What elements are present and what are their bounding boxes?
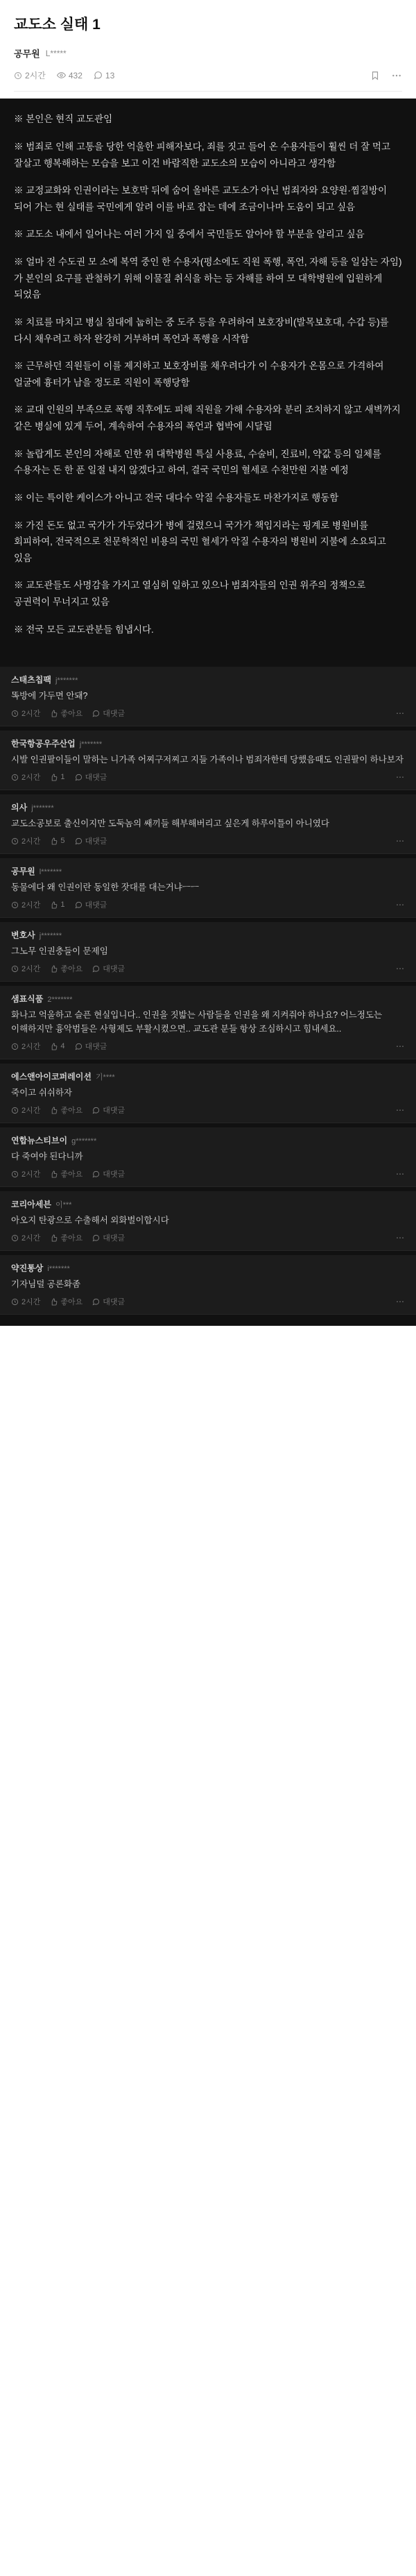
comment-like-button[interactable] <box>50 1232 83 1243</box>
post-paragraph: ※ 교도관들도 사명감을 가지고 열심히 일하고 있으나 범죄자들의 인권 위주의 정책으로 공권력이 무너지고 있음 <box>14 580 366 608</box>
comment-like-count: 5 <box>60 837 65 846</box>
comment-time-label: 2시간 <box>21 1043 41 1052</box>
post-paragraph: ※ 근무하던 직원들이 이를 제지하고 보호장비를 채우려다가 이 수용자가 온몸으로 가격하여 얼굴에 흉터가 남을 정도로 직원이 폭행당함 <box>14 361 384 388</box>
clock-icon <box>11 1298 19 1306</box>
comment-time <box>11 899 40 910</box>
post-paragraph: ※ 전국 모든 교도관분들 힘냅시다. <box>14 624 154 635</box>
comment-meta <box>11 899 405 910</box>
comment-icon <box>75 901 83 909</box>
post-paragraph: ※ 얼마 전 수도권 모 소에 복역 중인 한 수용자(평소에도 직원 폭행, 폭언, 자해 등을 일삼는 자임)가 본인의 요구를 관철하기 위해 이물질 취식을 하는 등 자해를 하여 모 대학병원에 입원하게 되었음 <box>14 257 402 300</box>
comment-icon <box>75 774 83 781</box>
comment-reply-label: 대댓글 <box>103 710 125 719</box>
comment-like-button[interactable] <box>50 1168 83 1179</box>
comment-more-icon[interactable]: ⋯ <box>396 964 405 974</box>
comment-reply-label: 대댓글 <box>103 1107 125 1116</box>
comment-time-label: 2시간 <box>21 710 41 719</box>
comment-head <box>11 865 405 877</box>
comment-more-icon[interactable]: ⋯ <box>396 900 405 910</box>
comment-like-button[interactable] <box>50 773 64 781</box>
thumbs-up-icon <box>50 1170 58 1178</box>
thumbs-up-icon <box>50 774 58 781</box>
comment-meta <box>11 1168 405 1179</box>
comment-time <box>11 1296 40 1307</box>
comment-like-count: 4 <box>60 1042 65 1051</box>
clock-icon <box>11 1234 19 1242</box>
comment-meta <box>11 835 405 846</box>
comment-author-id: j******* <box>55 676 78 685</box>
comment-author: 한국항공우주산업 <box>11 739 76 749</box>
comment-text: 화나고 억울하고 슬픈 현실입니다.. 인권을 짓밟는 사람들을 인권을 왜 지켜줘야 하나요? 어느정도는 이해하지만 흉악범들은 사형제도 부활시켰으면.. 교도관 분들 항상 조심하시고 힘내세요.. <box>11 1010 383 1034</box>
comment-text: 시발 인권팔이들이 말하는 니가족 어찌구저찌고 지들 가족이나 범죄자한테 당했음때도 인권팔이 하나보자 <box>11 755 404 765</box>
post-time <box>14 69 46 81</box>
comment-author-id: j******* <box>31 804 54 813</box>
comment-head <box>11 801 405 813</box>
comment-time-label: 2시간 <box>21 965 41 974</box>
comment-like-label: 좋아요 <box>60 1170 83 1179</box>
comment-author: 연합뉴스티브이 <box>11 1136 68 1146</box>
clock-icon <box>11 1170 19 1178</box>
comment-author-id: 기**** <box>95 1073 115 1082</box>
author-name: 공무원 <box>14 49 40 60</box>
post-comment-count[interactable] <box>94 71 114 80</box>
comment-meta <box>11 1296 405 1307</box>
comment-reply-label: 대댓글 <box>103 1298 125 1307</box>
thumbs-up-icon <box>50 965 58 973</box>
comment-author-id: j******* <box>39 932 62 941</box>
comment-author: 공무원 <box>11 867 35 877</box>
comment-time-label: 2시간 <box>21 901 41 910</box>
comment-time-label: 2시간 <box>21 1107 41 1116</box>
post-paragraph: ※ 교도소 내에서 일어나는 여러 가지 일 중에서 국민들도 알아야 할 부분을 알리고 싶음 <box>14 229 365 240</box>
comment-reply-button[interactable] <box>75 1041 107 1052</box>
comment-author-id: j******* <box>79 740 103 749</box>
list-item[interactable] <box>0 1064 416 1123</box>
comment-author-id: 2******* <box>47 996 73 1005</box>
list-item[interactable] <box>0 667 416 726</box>
thumbs-up-icon <box>50 1107 58 1114</box>
comment-meta <box>11 1041 405 1052</box>
comment-like-button[interactable] <box>50 1042 64 1050</box>
list-item[interactable] <box>0 858 416 918</box>
post-comment-count-label: 13 <box>105 70 115 80</box>
comment-time <box>11 835 40 846</box>
comment-head <box>11 674 405 685</box>
comment-author: 약진통상 <box>11 1263 44 1274</box>
post-paragraph: ※ 놀랍게도 본인의 자해로 인한 위 대학병원 특실 사용료, 수술비, 진료비, 약값 등의 일체를 수용자는 돈 한 푼 일절 내지 않겠다고 하여, 결국 국민의 혈세로 수천만원 지불 예정 <box>14 448 381 476</box>
comment-text: 똑방에 가두면 안돼? <box>11 691 88 701</box>
thumbs-up-icon <box>50 837 58 845</box>
post-views <box>57 71 83 80</box>
comment-text: 기자님덜 공론화좀 <box>11 1279 81 1290</box>
comment-head <box>11 1198 405 1210</box>
comment-author: 샘표식품 <box>11 994 44 1005</box>
comment-icon <box>92 965 100 973</box>
post-paragraph: ※ 교대 인원의 부족으로 폭행 직후에도 피해 직원을 가해 수용자와 분리 조치하지 않고 새벽까지 같은 병실에 있게 두어, 계속하여 수용자의 폭언과 협박에 시달림 <box>14 404 401 432</box>
comment-more-icon[interactable]: ⋯ <box>396 1105 405 1116</box>
comment-icon <box>75 1043 83 1050</box>
post-meta-row <box>14 69 402 92</box>
comment-reply-button[interactable] <box>75 899 107 910</box>
comment-more-icon[interactable]: ⋯ <box>396 1169 405 1179</box>
comment-author-id: g******* <box>71 1137 97 1146</box>
comment-reply-label: 대댓글 <box>85 1043 107 1052</box>
comment-icon <box>75 837 83 845</box>
comment-author: 에스앤아이코퍼레이션 <box>11 1072 92 1082</box>
comment-like-count: 1 <box>60 773 65 782</box>
comment-author: 의사 <box>11 803 28 813</box>
comment-time-label: 2시간 <box>21 1170 41 1179</box>
comment-text: 동물에다 왜 인권이란 동일한 잣대를 대는거냐ㅡㅡ <box>11 882 199 893</box>
list-item[interactable] <box>0 1255 416 1315</box>
comment-time <box>11 1041 40 1052</box>
post-views-count: 432 <box>68 70 83 80</box>
author-row <box>14 46 402 60</box>
thumbs-up-icon <box>50 1043 58 1050</box>
comment-icon <box>94 71 103 80</box>
comment-time <box>11 963 40 974</box>
comment-time <box>11 708 40 719</box>
comment-text: 다 죽여야 된다니까 <box>11 1152 83 1162</box>
author-id: L***** <box>45 48 67 58</box>
comment-like-label: 좋아요 <box>60 1298 83 1307</box>
list-item[interactable] <box>0 731 416 790</box>
comment-author-id: l******* <box>39 868 62 877</box>
comment-head <box>11 929 405 941</box>
comment-text: 아오지 탄광으로 수출해서 외화벌이합시다 <box>11 1216 169 1226</box>
comment-reply-button[interactable] <box>92 1168 125 1179</box>
thumbs-up-icon <box>50 901 58 909</box>
comment-time <box>11 1168 40 1179</box>
comment-reply-button[interactable] <box>92 963 125 974</box>
comment-like-button[interactable] <box>50 1296 83 1307</box>
post-body <box>0 99 416 667</box>
comment-time-label: 2시간 <box>21 837 41 846</box>
thumbs-up-icon <box>50 1298 58 1306</box>
comment-like-button[interactable] <box>50 1104 83 1116</box>
comment-icon <box>92 710 100 717</box>
comment-reply-button[interactable] <box>92 1232 125 1243</box>
list-item[interactable] <box>0 986 416 1059</box>
comment-icon <box>92 1298 100 1306</box>
comment-meta <box>11 1104 405 1116</box>
comment-reply-label: 대댓글 <box>103 1234 125 1243</box>
comment-reply-label: 대댓글 <box>85 901 107 910</box>
comment-like-label: 좋아요 <box>60 1234 83 1243</box>
comment-meta <box>11 708 405 719</box>
comment-like-count: 1 <box>60 901 65 910</box>
comment-more-icon[interactable]: ⋯ <box>396 708 405 719</box>
clock-icon <box>11 837 19 845</box>
comment-head <box>11 993 405 1005</box>
comment-more-icon[interactable]: ⋯ <box>396 836 405 846</box>
thumbs-up-icon <box>50 710 58 717</box>
comment-author: 변호사 <box>11 930 35 941</box>
post-paragraph: ※ 이는 특이한 케이스가 아니고 전국 대다수 악질 수용자들도 마찬가지로 행동함 <box>14 492 339 503</box>
comment-time-label: 2시간 <box>21 1234 41 1243</box>
comment-text: 교도소공보로 출신이지만 도둑놈의 쌔끼들 해부해버리고 싶은게 하루이틀이 아니였다 <box>11 819 330 829</box>
eye-icon <box>57 71 66 80</box>
comment-head <box>11 737 405 749</box>
comment-time <box>11 1104 40 1116</box>
comment-head <box>11 1262 405 1274</box>
comment-author: 스태츠칩팩 <box>11 675 51 685</box>
comment-more-icon[interactable]: ⋯ <box>396 772 405 783</box>
comment-list <box>0 667 416 1326</box>
comment-meta <box>11 1232 405 1243</box>
comment-icon <box>92 1170 100 1178</box>
clock-icon <box>11 1043 19 1050</box>
post-paragraph: ※ 본인은 현직 교도관임 <box>14 114 113 125</box>
post-time-label: 2시간 <box>25 71 46 81</box>
list-item[interactable] <box>0 922 416 982</box>
clock-icon <box>11 774 19 781</box>
clock-icon <box>11 965 19 973</box>
comment-text: 그노무 인권충들이 문제임 <box>11 946 108 957</box>
comment-more-icon[interactable]: ⋯ <box>396 1041 405 1052</box>
comment-like-button[interactable] <box>50 708 83 719</box>
comment-head <box>11 1134 405 1146</box>
comment-author-id: 이*** <box>55 1201 72 1210</box>
post-paragraph: ※ 가진 돈도 없고 국가가 가두었다가 병에 걸렸으니 국가가 책임지라는 핑계로 병원비를 회피하여, 전국적으로 천문학적인 비용의 국민 혈세가 악질 수용자의 병원비 지불에 소요되고 있음 <box>14 520 386 563</box>
comment-reply-button[interactable] <box>92 708 125 719</box>
comment-reply-button[interactable] <box>92 1296 125 1307</box>
comment-reply-label: 대댓글 <box>85 837 107 846</box>
comment-icon <box>92 1234 100 1242</box>
post-paragraph: ※ 범죄로 인해 고통을 당한 억울한 피해자보다, 죄를 짓고 들어 온 수용자들이 훨씬 더 잘 먹고 잘살고 행복해하는 모습을 보고 이건 바람직한 교도소의 모습이 아니라고 생각함 <box>14 141 390 169</box>
comment-more-icon[interactable]: ⋯ <box>396 1233 405 1243</box>
comment-time-label: 2시간 <box>21 774 41 783</box>
comment-reply-button[interactable] <box>75 771 107 783</box>
comment-time-label: 2시간 <box>21 1298 41 1307</box>
list-item[interactable] <box>0 1127 416 1187</box>
post-container <box>0 0 416 99</box>
comment-time <box>11 1232 40 1243</box>
post-paragraph: ※ 교정교화와 인권이라는 보호막 뒤에 숨어 올바른 교도소가 아닌 범죄자와 요양원·찜질방이 되어 가는 현 실태를 국민에게 알려 이를 바로 잡는 데에 조금이나마 도움이 되고 싶음 <box>14 185 388 212</box>
comment-time <box>11 771 40 783</box>
post-paragraph: ※ 치료를 마치고 병실 침대에 눕히는 중 도주 등을 우려하여 보호장비(발목보호대, 수갑 등)를 다시 채우려고 하자 완강히 거부하며 폭언과 폭행을 시작함 <box>14 316 389 344</box>
comment-like-button[interactable] <box>50 837 64 845</box>
clock-icon <box>11 1107 19 1114</box>
clock-icon <box>14 71 22 80</box>
comment-author-id: i******* <box>47 1265 70 1274</box>
comment-reply-button[interactable] <box>75 835 107 846</box>
comment-more-icon[interactable]: ⋯ <box>396 1297 405 1307</box>
comment-like-label: 좋아요 <box>60 1107 83 1116</box>
bookmark-icon[interactable] <box>370 71 380 80</box>
page-title: 교도소 실태 1 <box>14 17 101 33</box>
clock-icon <box>11 710 19 717</box>
more-options-icon[interactable] <box>391 70 402 81</box>
comment-reply-label: 대댓글 <box>103 965 125 974</box>
comment-reply-button[interactable] <box>92 1104 125 1116</box>
comment-meta <box>11 771 405 783</box>
comment-author: 코리아세븐 <box>11 1200 51 1210</box>
comment-meta <box>11 963 405 974</box>
comment-like-label: 좋아요 <box>60 965 83 974</box>
comment-reply-label: 대댓글 <box>103 1170 125 1179</box>
list-item[interactable] <box>0 1191 416 1251</box>
comment-head <box>11 1071 405 1082</box>
clock-icon <box>11 901 19 909</box>
comment-reply-label: 대댓글 <box>85 774 107 783</box>
comment-icon <box>92 1107 100 1114</box>
comment-like-button[interactable] <box>50 963 83 974</box>
comment-like-button[interactable] <box>50 901 64 909</box>
comment-text: 죽이고 쉬쉬하자 <box>11 1088 72 1098</box>
thumbs-up-icon <box>50 1234 58 1242</box>
comment-like-label: 좋아요 <box>60 710 83 719</box>
list-item[interactable] <box>0 794 416 854</box>
